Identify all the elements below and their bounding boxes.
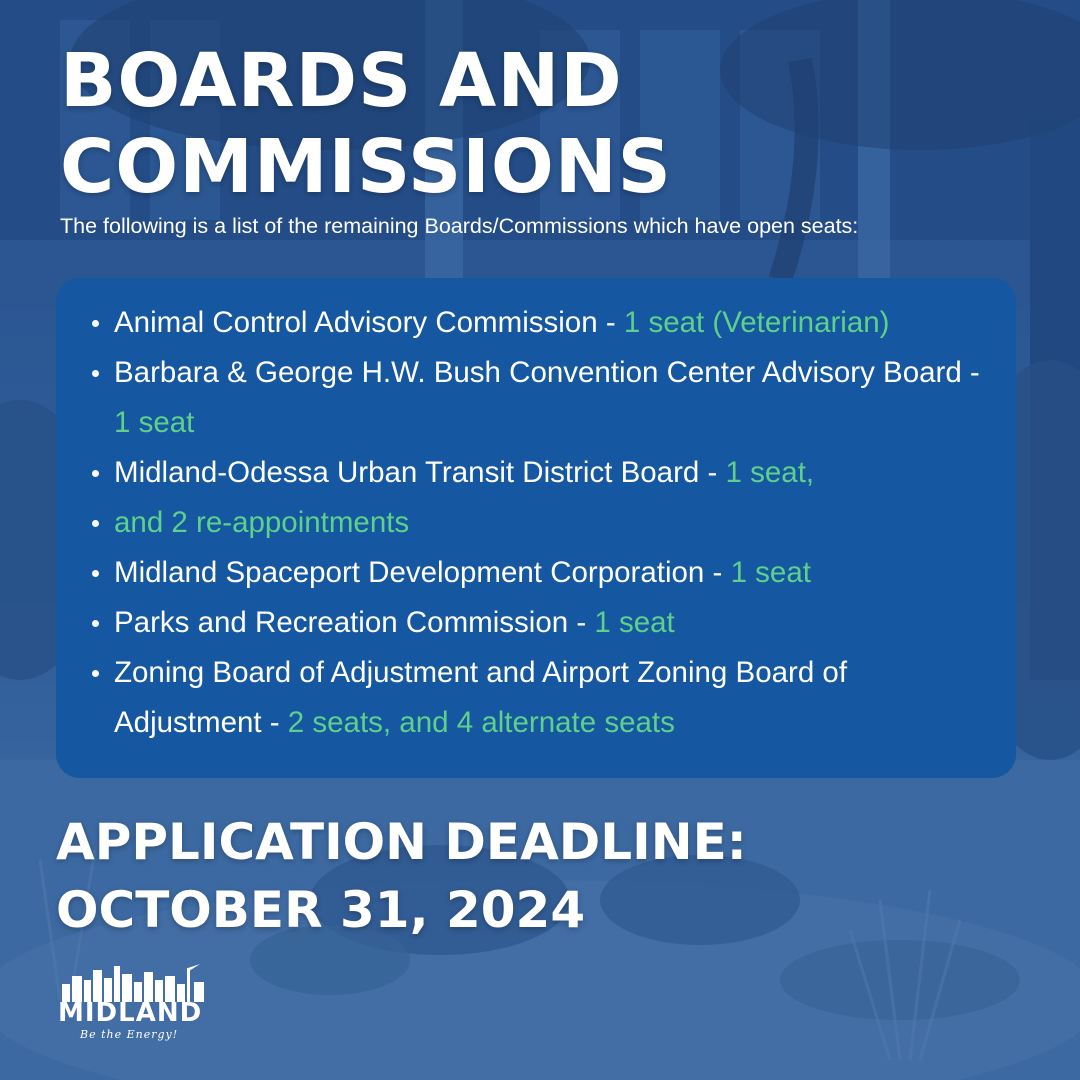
board-name: Midland Spaceport Development Corporation - (114, 556, 731, 589)
board-name: Midland-Odessa Urban Transit District Board - (114, 456, 726, 489)
logo-wordmark: MIDLAND (58, 998, 203, 1028)
list-item (114, 348, 996, 448)
list-item (114, 598, 996, 648)
midland-logo (56, 962, 236, 1052)
board-name: Barbara & George H.W. Bush Convention Center Advisory Board - (114, 356, 980, 389)
board-name: Parks and Recreation Commission - (114, 606, 595, 639)
list-item (114, 648, 996, 748)
seat-info: 1 seat (114, 406, 195, 439)
seat-info: 2 seats, and 4 alternate seats (287, 706, 675, 739)
seat-info: 1 seat (594, 606, 675, 639)
open-seats-panel (56, 278, 1016, 778)
list-item (114, 498, 996, 548)
list-item (114, 448, 996, 498)
application-deadline (56, 808, 747, 944)
list-item (114, 548, 996, 598)
title-line-1: BOARDS AND (60, 38, 623, 124)
page-title (60, 38, 860, 210)
board-name: Zoning Board of Adjustment and Airport Zoning Board of Adjustment - (114, 656, 848, 739)
title-line-2: COMMISSIONS (60, 124, 672, 210)
seat-info: and 2 re-appointments (114, 506, 410, 539)
board-name: Animal Control Advisory Commission - (114, 306, 624, 339)
skyline-icon (56, 962, 216, 1002)
deadline-date: OCTOBER 31, 2024 (56, 881, 586, 939)
seat-info: 1 seat, (725, 456, 815, 489)
seat-info: 1 seat (730, 556, 811, 589)
boards-list (114, 298, 996, 748)
logo-tagline: Be the Energy! (80, 1028, 179, 1041)
subtitle: The following is a list of the remaining Boards/Commissions which have open seats: (60, 214, 859, 238)
seat-info: 1 seat (Veterinarian) (623, 306, 890, 339)
deadline-label: APPLICATION DEADLINE: (56, 813, 747, 871)
list-item (114, 298, 996, 348)
